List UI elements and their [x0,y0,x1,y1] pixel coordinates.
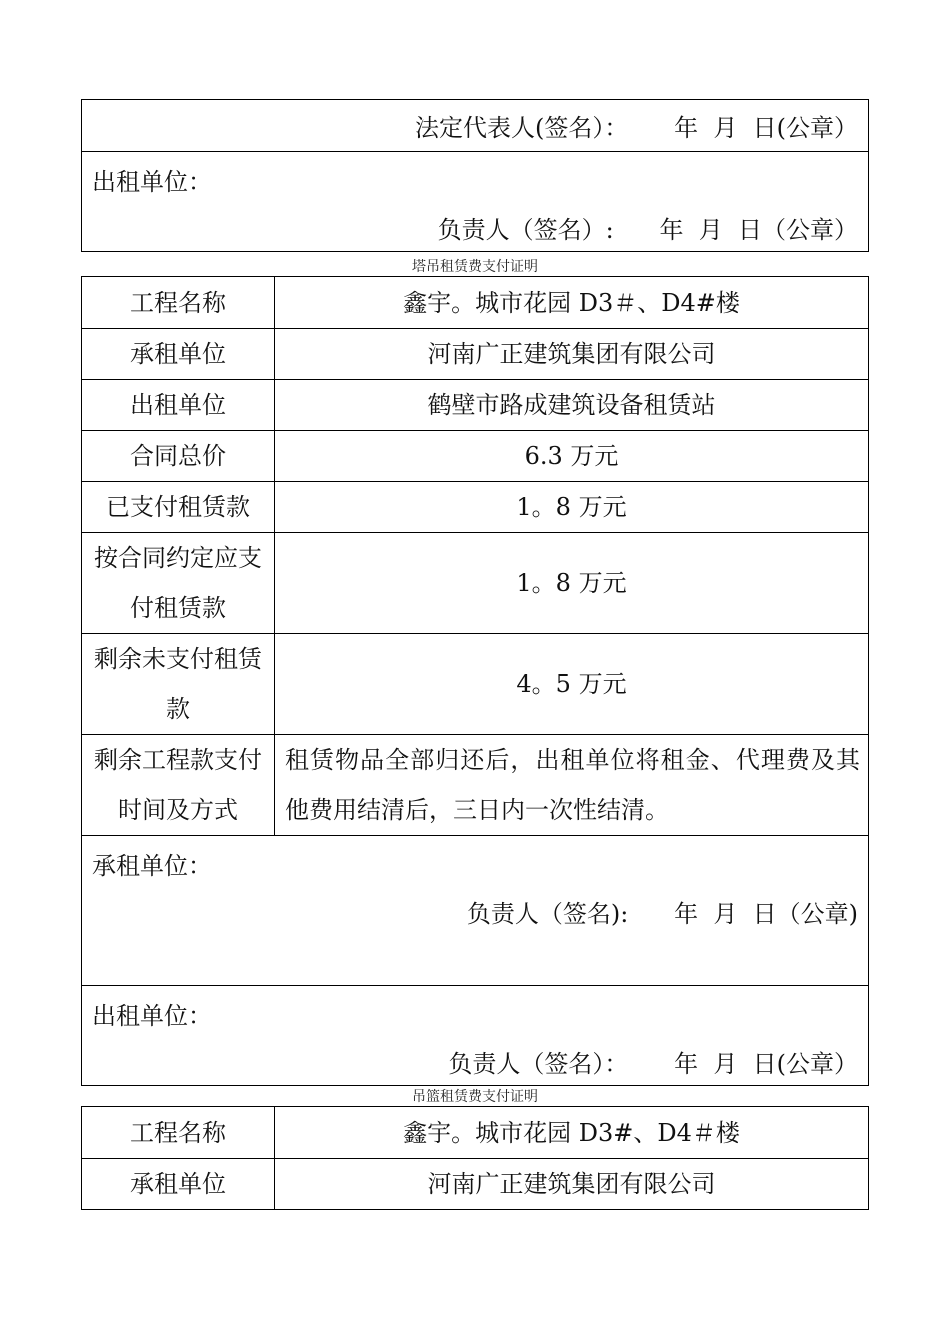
table-row [82,1158,868,1209]
row-value: 河南广正建筑集团有限公司 [427,1170,716,1198]
row-value: 1。8 万元 [516,569,627,597]
lessor-signature-line: 负责人（签名）: 年 月 日（公章） [437,216,858,244]
table-row [82,328,868,379]
legal-rep-signature-line: 法定代表人(签名）： 年 月 日(公章） [414,114,858,142]
tower-crane-table [81,276,869,1086]
row-value: 鑫宇。城市花园 D3＃、D4#楼 [403,288,740,317]
row-label: 工程名称 [82,277,275,328]
table-row [82,379,868,430]
row-label: 承租单位 [82,1159,275,1209]
hanging-basket-table [81,1106,869,1210]
lessee-sign-row [82,835,868,985]
table-row [82,734,868,835]
lessor-sign-row [82,151,868,251]
hanging-basket-caption: 吊篮租赁费支付证明 [412,1089,538,1105]
row-label: 出租单位 [82,380,275,430]
lessor-signature-line: 负责人（签名）： 年 月 日(公章） [448,1050,858,1078]
table-row [82,633,868,734]
row-label: 剩余未支付租赁款 [82,634,275,734]
row-label: 按合同约定应支付租赁款 [82,533,275,633]
row-label: 剩余工程款支付时间及方式 [82,735,275,835]
lessee-signature-line: 负责人（签名): 年 月 日（公章) [466,900,858,928]
row-value: 租赁物品全部归还后，出租单位将租金、代理费及其他费用结清后，三日内一次性结清。 [285,746,860,824]
table-row [82,481,868,532]
legal-rep-row [82,100,868,151]
lessor-sign-row [82,985,868,1085]
table-row [82,277,868,328]
top-signature-table [81,99,869,252]
row-value: 1。8 万元 [516,493,627,521]
table-row [82,430,868,481]
row-value: 鹤壁市路成建筑设备租赁站 [427,391,716,419]
row-label: 承租单位 [82,329,275,379]
row-value: 鑫宇。城市花园 D3#、D4＃楼 [403,1118,740,1147]
tower-crane-caption: 塔吊租赁费支付证明 [412,259,538,275]
row-label: 合同总价 [82,431,275,481]
lessee-label: 承租单位： [92,852,212,880]
row-value: 4。5 万元 [516,670,627,698]
row-value: 6.3 万元 [524,442,619,470]
row-label: 已支付租赁款 [82,482,275,532]
row-label: 工程名称 [82,1107,275,1158]
lessor-label: 出租单位： [92,168,212,196]
lessor-label: 出租单位： [92,1002,212,1030]
table-row [82,1107,868,1158]
table-row [82,532,868,633]
row-value: 河南广正建筑集团有限公司 [427,340,716,368]
